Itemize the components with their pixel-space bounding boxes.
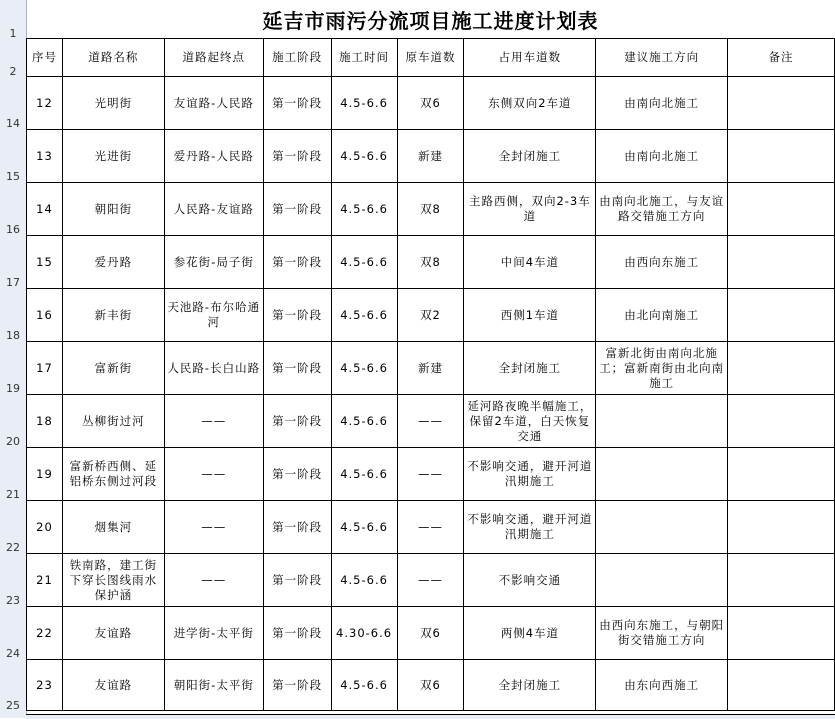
cell-direction[interactable] (596, 395, 728, 448)
cell-lanes[interactable]: —— (397, 448, 464, 501)
table-row (27, 289, 835, 342)
cell-remark[interactable] (728, 501, 835, 554)
cell-road-name[interactable]: 富新桥西侧、延铝桥东侧过河段 (62, 448, 164, 501)
table-row (27, 236, 835, 289)
row-number[interactable]: 20 (6, 435, 20, 448)
cell-stage[interactable]: 第一阶段 (263, 183, 331, 236)
cell-no[interactable]: 12 (27, 77, 63, 130)
cell-road-name[interactable]: 光明街 (62, 77, 164, 130)
cell-occupied-lanes[interactable]: 西侧1车道 (464, 289, 596, 342)
row-number[interactable]: 14 (6, 117, 20, 130)
cell-stage[interactable]: 第一阶段 (263, 607, 331, 660)
cell-lanes[interactable]: 双6 (397, 607, 464, 660)
header-cell-occupied-lanes[interactable]: 占用车道数 (464, 39, 596, 77)
row-number[interactable]: 1 (9, 27, 17, 40)
cell-occupied-lanes[interactable]: 两侧4车道 (464, 607, 596, 660)
header-cell-no[interactable]: 序号 (27, 39, 63, 77)
cell-road-range[interactable]: —— (164, 395, 263, 448)
cell-stage[interactable]: 第一阶段 (263, 289, 331, 342)
cell-remark[interactable] (728, 395, 835, 448)
cell-direction[interactable]: 由南向北施工，与友谊路交错施工方向 (596, 183, 728, 236)
cell-road-range[interactable]: —— (164, 554, 263, 607)
table-row (27, 395, 835, 448)
cell-time[interactable]: 4.5-6.6 (331, 236, 397, 289)
cell-road-range[interactable]: 参花街-局子街 (164, 236, 263, 289)
cell-lanes[interactable]: 新建 (397, 342, 464, 395)
cell-lanes[interactable]: 新建 (397, 130, 464, 183)
header-cell-direction[interactable]: 建议施工方向 (596, 39, 728, 77)
next-row-edge (26, 714, 835, 719)
cell-road-range[interactable]: 朝阳街-太平街 (164, 660, 263, 711)
cell-road-range[interactable]: 人民路-长白山路 (164, 342, 263, 395)
cell-remark[interactable] (728, 130, 835, 183)
cell-lanes[interactable]: —— (397, 395, 464, 448)
cell-road-name[interactable]: 爱丹路 (62, 236, 164, 289)
header-cell-time[interactable]: 施工时间 (331, 39, 397, 77)
header-cell-lanes[interactable]: 原车道数 (397, 39, 464, 77)
cell-time[interactable]: 4.5-6.6 (331, 501, 397, 554)
cell-direction[interactable]: 由北向南施工 (596, 289, 728, 342)
cell-road-name[interactable]: 铁南路，建工街下穿长图线雨水保护涵 (62, 554, 164, 607)
cell-road-name[interactable]: 富新街 (62, 342, 164, 395)
cell-time[interactable]: 4.5-6.6 (331, 342, 397, 395)
cell-road-range[interactable]: 友谊路-人民路 (164, 77, 263, 130)
header-cell-remark[interactable]: 备注 (728, 39, 835, 77)
cell-lanes[interactable]: 双6 (397, 660, 464, 711)
cell-remark[interactable] (728, 77, 835, 130)
cell-remark[interactable] (728, 607, 835, 660)
cell-direction[interactable] (596, 448, 728, 501)
cell-no[interactable]: 17 (27, 342, 63, 395)
row-number[interactable]: 15 (6, 170, 20, 183)
cell-time[interactable]: 4.5-6.6 (331, 183, 397, 236)
cell-road-name[interactable]: 友谊路 (62, 607, 164, 660)
cell-road-range[interactable]: 人民路-友谊路 (164, 183, 263, 236)
cell-remark[interactable] (728, 448, 835, 501)
cell-occupied-lanes[interactable]: 中间4车道 (464, 236, 596, 289)
table-row (27, 183, 835, 236)
cell-direction[interactable]: 富新北街由南向北施工；富新南街由北向南施工 (596, 342, 728, 395)
cell-road-name[interactable]: 朝阳街 (62, 183, 164, 236)
table-row (27, 77, 835, 130)
cell-stage[interactable]: 第一阶段 (263, 395, 331, 448)
cell-time[interactable]: 4.30-6.6 (331, 607, 397, 660)
row-number[interactable]: 17 (6, 276, 20, 289)
cell-remark[interactable] (728, 342, 835, 395)
cell-road-name[interactable]: 光进街 (62, 130, 164, 183)
cell-direction[interactable]: 由东向西施工 (596, 660, 728, 711)
cell-lanes[interactable]: —— (397, 501, 464, 554)
table-row (27, 607, 835, 660)
table-row (27, 342, 835, 395)
cell-occupied-lanes[interactable]: 全封闭施工 (464, 342, 596, 395)
cell-remark[interactable] (728, 660, 835, 711)
row-header-gutter (0, 0, 27, 718)
row-number[interactable]: 24 (6, 647, 20, 660)
sheet-title[interactable]: 延吉市雨污分流项目施工进度计划表 (262, 8, 599, 33)
cell-road-range[interactable]: —— (164, 501, 263, 554)
table-row (27, 448, 835, 501)
header-cell-road-name[interactable]: 道路名称 (62, 39, 164, 77)
cell-lanes[interactable]: —— (397, 554, 464, 607)
cell-stage[interactable]: 第一阶段 (263, 236, 331, 289)
cell-direction[interactable] (596, 554, 728, 607)
cell-time[interactable]: 4.5-6.6 (331, 289, 397, 342)
header-cell-stage[interactable]: 施工阶段 (263, 39, 331, 77)
cell-occupied-lanes[interactable]: 延河路夜晚半幅施工，保留2车道，白天恢复交通 (464, 395, 596, 448)
cell-stage[interactable]: 第一阶段 (263, 660, 331, 711)
cell-no[interactable]: 13 (27, 130, 63, 183)
cell-road-name[interactable]: 新丰街 (62, 289, 164, 342)
cell-direction[interactable]: 由西向东施工 (596, 236, 728, 289)
cell-occupied-lanes[interactable]: 不影响交通，避开河道汛期施工 (464, 501, 596, 554)
cell-time[interactable]: 4.5-6.6 (331, 660, 397, 711)
cell-no[interactable]: 23 (27, 660, 63, 711)
cell-remark[interactable] (728, 554, 835, 607)
cell-stage[interactable]: 第一阶段 (263, 77, 331, 130)
row-number[interactable]: 18 (6, 329, 20, 342)
row-number[interactable]: 23 (6, 594, 20, 607)
cell-remark[interactable] (728, 236, 835, 289)
cell-road-name[interactable]: 友谊路 (62, 660, 164, 711)
cell-stage[interactable]: 第一阶段 (263, 130, 331, 183)
cell-occupied-lanes[interactable]: 不影响交通 (464, 554, 596, 607)
cell-direction[interactable]: 由南向北施工 (596, 130, 728, 183)
cell-road-name[interactable]: 丛柳街过河 (62, 395, 164, 448)
cell-road-range[interactable]: 天池路-布尔哈通河 (164, 289, 263, 342)
cell-stage[interactable]: 第一阶段 (263, 342, 331, 395)
table-row (27, 660, 835, 711)
cell-no[interactable]: 19 (27, 448, 63, 501)
table-row (27, 554, 835, 607)
cell-time[interactable]: 4.5-6.6 (331, 77, 397, 130)
row-number[interactable]: 22 (6, 541, 20, 554)
cell-time[interactable]: 4.5-6.6 (331, 554, 397, 607)
row-number[interactable]: 16 (6, 223, 20, 236)
cell-occupied-lanes[interactable]: 全封闭施工 (464, 130, 596, 183)
cell-stage[interactable]: 第一阶段 (263, 501, 331, 554)
row-number[interactable]: 25 (6, 699, 20, 712)
cell-direction[interactable]: 由西向东施工，与朝阳街交错施工方向 (596, 607, 728, 660)
cell-no[interactable]: 14 (27, 183, 63, 236)
cell-direction[interactable] (596, 501, 728, 554)
cell-direction[interactable]: 由南向北施工 (596, 77, 728, 130)
cell-time[interactable]: 4.5-6.6 (331, 130, 397, 183)
cell-road-range[interactable]: 爱丹路-人民路 (164, 130, 263, 183)
cell-time[interactable]: 4.5-6.6 (331, 448, 397, 501)
cell-lanes[interactable]: 双6 (397, 77, 464, 130)
cell-no[interactable]: 18 (27, 395, 63, 448)
row-number[interactable]: 21 (6, 488, 20, 501)
cell-no[interactable]: 15 (27, 236, 63, 289)
schedule-table (26, 38, 835, 711)
cell-no[interactable]: 16 (27, 289, 63, 342)
table-row (27, 501, 835, 554)
cell-occupied-lanes[interactable]: 不影响交通，避开河道汛期施工 (464, 448, 596, 501)
cell-stage[interactable]: 第一阶段 (263, 448, 331, 501)
cell-no[interactable]: 20 (27, 501, 63, 554)
cell-remark[interactable] (728, 289, 835, 342)
cell-road-range[interactable]: 进学街-太平街 (164, 607, 263, 660)
cell-time[interactable]: 4.5-6.6 (331, 395, 397, 448)
header-row (27, 39, 835, 77)
header-cell-road-range[interactable]: 道路起终点 (164, 39, 263, 77)
cell-road-name[interactable]: 烟集河 (62, 501, 164, 554)
cell-occupied-lanes[interactable]: 东侧双向2车道 (464, 77, 596, 130)
row-number[interactable]: 2 (9, 65, 17, 78)
cell-remark[interactable] (728, 183, 835, 236)
cell-no[interactable]: 22 (27, 607, 63, 660)
cell-stage[interactable]: 第一阶段 (263, 554, 331, 607)
cell-occupied-lanes[interactable]: 全封闭施工 (464, 660, 596, 711)
row-number[interactable]: 19 (6, 382, 20, 395)
cell-lanes[interactable]: 双2 (397, 289, 464, 342)
cell-no[interactable]: 21 (27, 554, 63, 607)
table-row (27, 130, 835, 183)
cell-road-range[interactable]: —— (164, 448, 263, 501)
cell-lanes[interactable]: 双8 (397, 236, 464, 289)
cell-lanes[interactable]: 双8 (397, 183, 464, 236)
cell-occupied-lanes[interactable]: 主路西侧，双向2-3车道 (464, 183, 596, 236)
